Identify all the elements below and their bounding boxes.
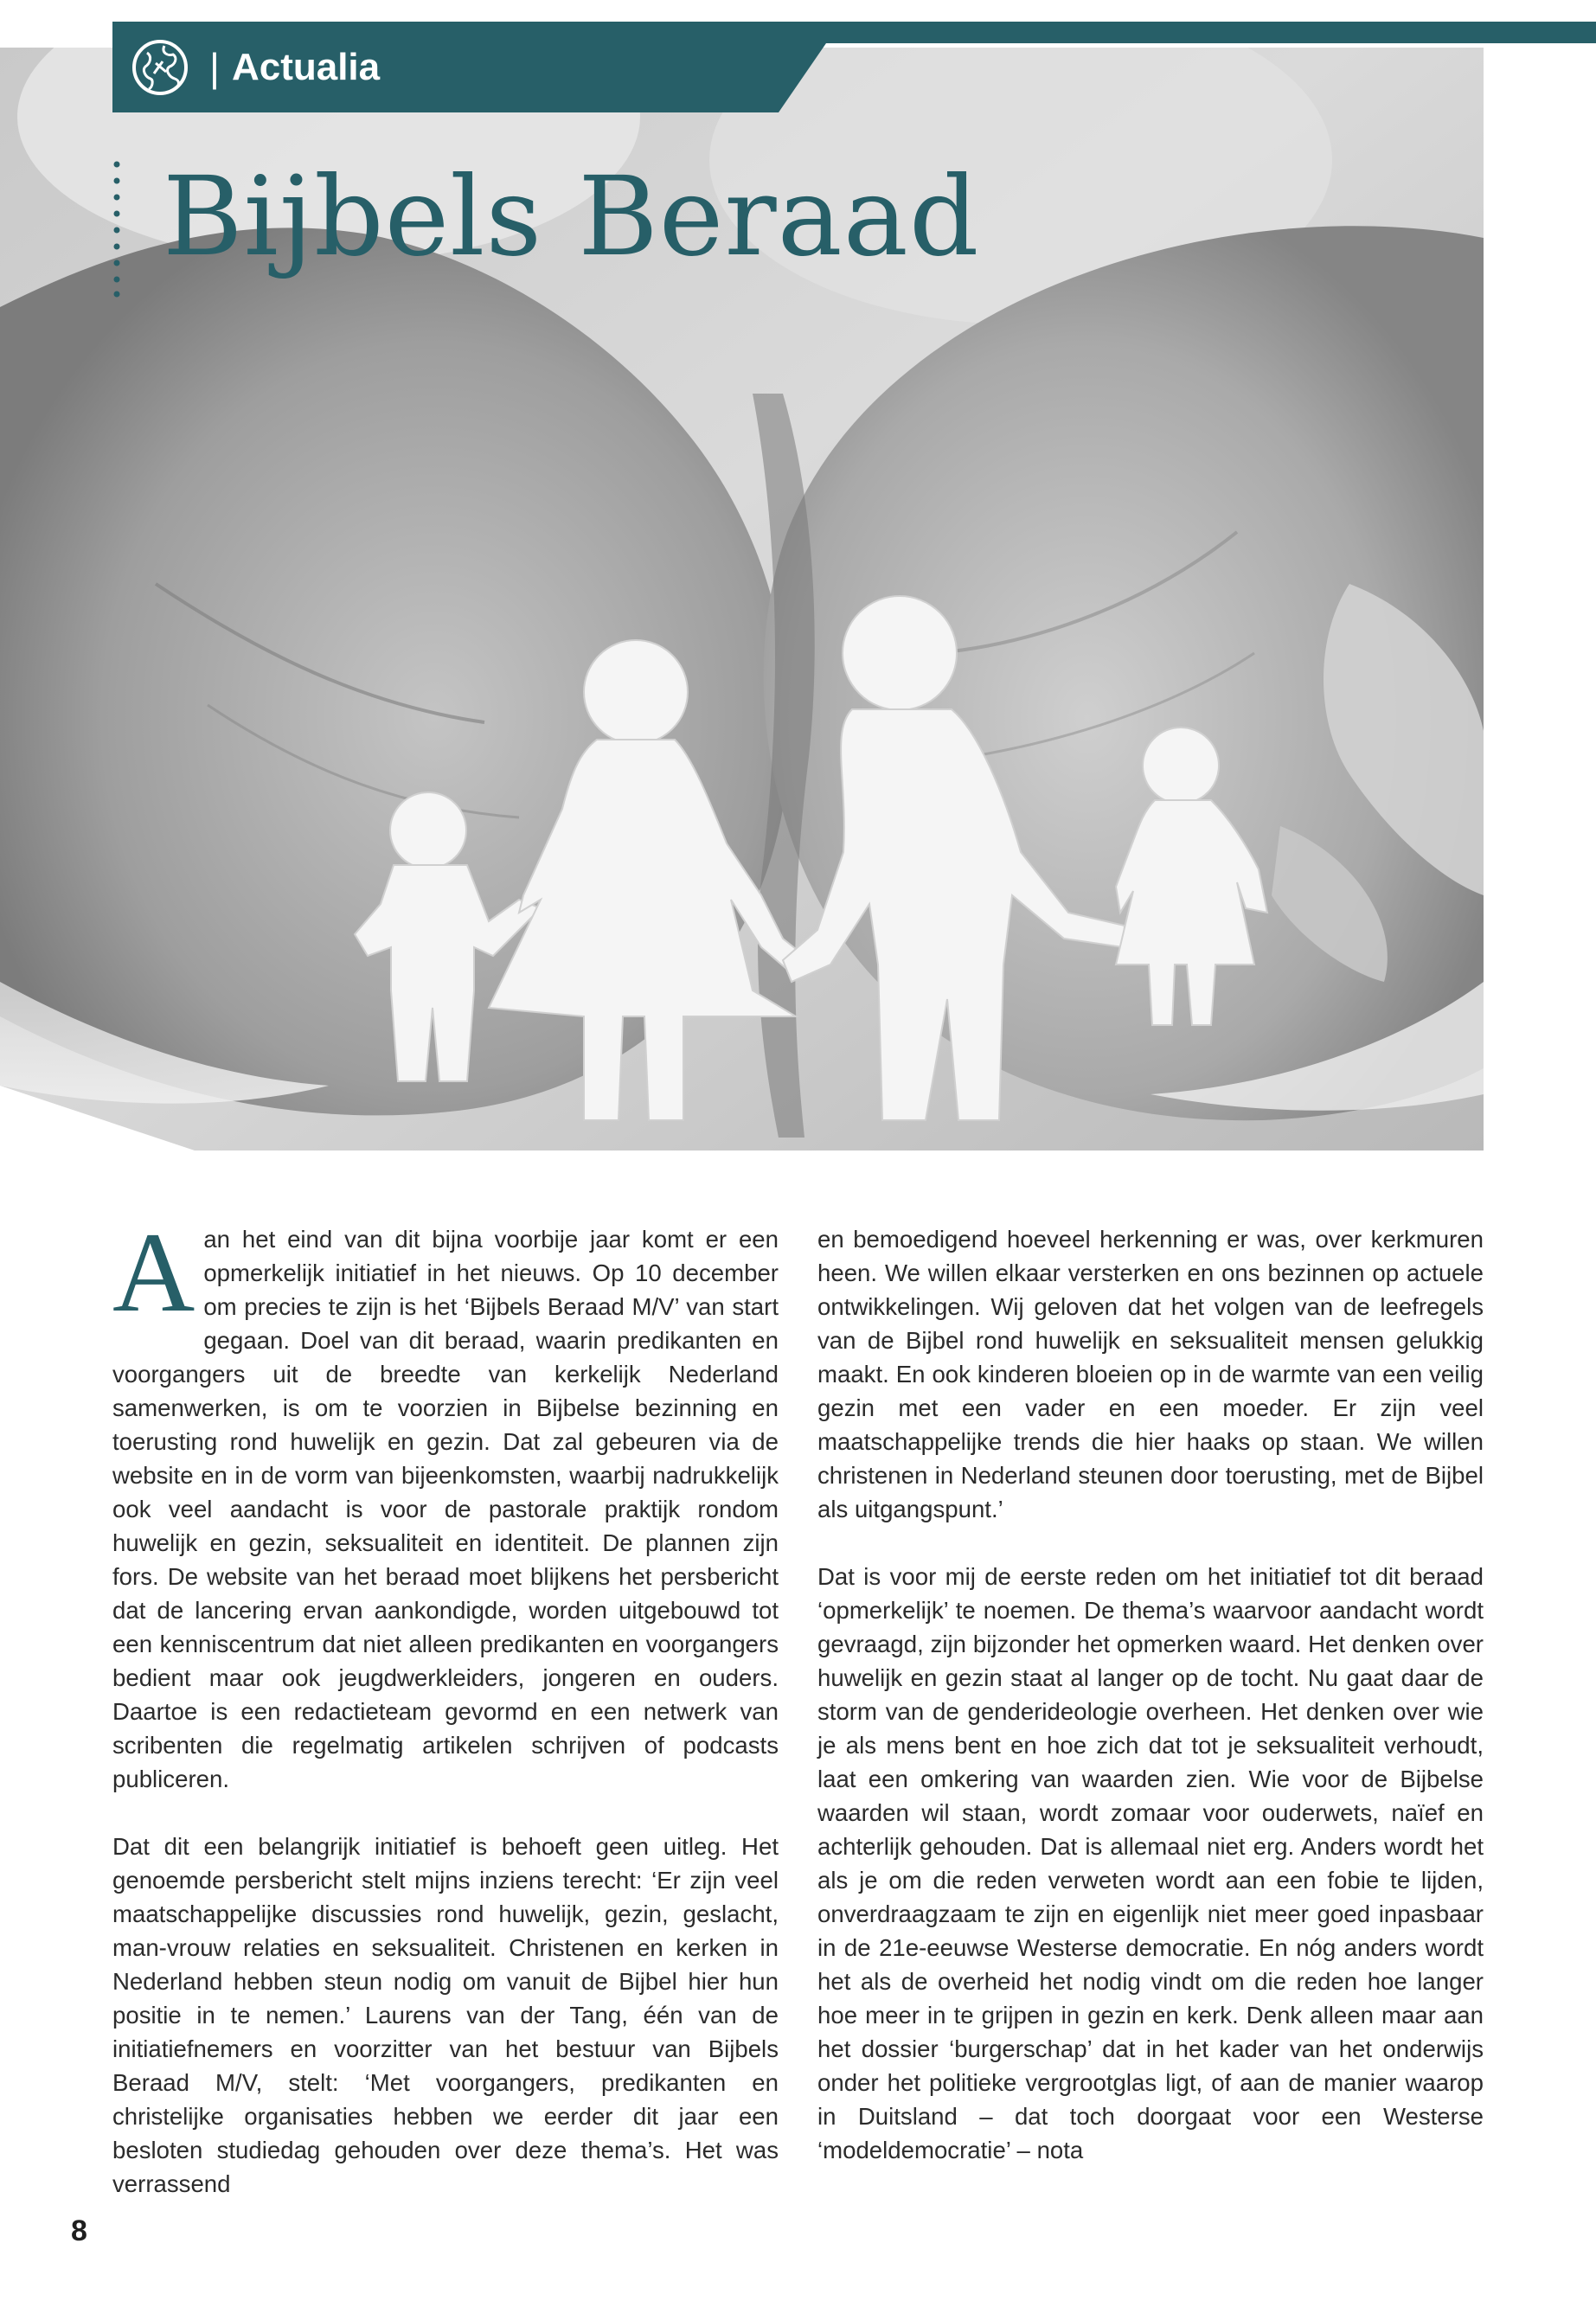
- paragraph-text: an het eind van dit bijna voorbije jaar komt er een opmerkelijk initiatief in het nieuws. Op 10 december om precies te zijn is het ‘Bijbels Beraad M/V’ van start gegaan. Doel van dit beraad, waarin predikanten en voorgangers uit de breedte van kerkelijk Nederland samenwerken, is om te voorzien in Bijbelse bezinning en toerusting rond huwelijk en gezin. Dat zal gebeuren via de website en in de vorm van bijeenkomsten, waarbij nadrukkelijk ook veel aandacht is voor de pastorale praktijk rondom huwelijk en gezin, seksualiteit en identiteit. De plannen zijn fors. De website van het beraad moet blijkens het persbericht dat de lancering ervan aankondigde, worden uitgebouwd tot een kenniscentrum dat niet alleen predikanten en voorgangers bedient maar ook jeugdwerkleiders, jongeren en ouders. Daartoe is een redactieteam gevormd en een netwerk van scribenten die regelmatig artikelen schrijven of podcasts publiceren.: [112, 1226, 779, 1792]
- paragraph: en bemoedigend hoeveel herkenning er was, over kerkmuren heen. We willen elkaar versterken en ons bezinnen op actuele ontwikkelingen. Wij geloven dat het volgen van de leefregels van de Bijbel rond huwelijk en seksualiteit mensen gelukkig maakt. En ook kinderen bloeien op in de warmte van een veilig gezin met een vader en een moeder. Er zijn veel maatschappelijke trends die hier haaks op staan. We willen christenen in Nederland steunen door toerusting, met de Bijbel als uitgangspunt.’: [817, 1226, 1484, 1522]
- article-column-right: [817, 1222, 1484, 2167]
- dotted-rule: [111, 160, 123, 298]
- section-title: Actualia: [231, 46, 381, 88]
- page-number: 8: [71, 2214, 87, 2247]
- section-separator: |: [209, 45, 220, 90]
- paragraph: [112, 1208, 779, 1796]
- page-title: Bijbels Beraad: [163, 153, 980, 280]
- globe-icon: [130, 37, 190, 98]
- drop-cap: A: [112, 1208, 195, 1336]
- paragraph: Dat is voor mij de eerste reden om het initiatief tot dit beraad ‘opmerkelijk’ te noemen. De thema’s waarvoor aandacht wordt gevraagd, zijn bijzonder het opmerken waard. Het denken over huwelijk en gezin staat al langer op de tocht. Nu gaat daar de storm van de genderideologie overheen. Het denken over wie je als mens bent en hoe zich dat tot je seksualiteit verhoudt, laat een omkering van waarden zien. Wie voor de Bijbelse waarden wil staan, wordt zomaar voor ouderwets, naïef en achterlijk gehouden. Dat is allemaal niet erg. Anders wordt het als je om die reden verweten wordt aan een fobie te lijden, onverdraagzaam te zijn en eigenlijk niet meer goed inpasbaar in de 21e-eeuwse Westerse democratie. En nóg anders wordt het als de overheid het nodig vindt om die reden hoe langer hoe meer in te grijpen in gezin en kerk. Denk alleen maar aan het dossier ‘burgerschap’ dat in het kader van het onderwijs onder het politieke vergrootglas ligt, of aan de manier waarop in Duitsland – dat toch doorgaat voor een Westerse ‘modeldemocratie’ – nota: [817, 1563, 1484, 2163]
- paragraph: Dat dit een belangrijk initiatief is behoeft geen uitleg. Het genoemde persbericht stelt mijns inziens terecht: ‘Er zijn veel maatschappelijke discussies rond huwelijk, gezin, geslacht, man-vrouw relaties en seksualiteit. Christenen en kerken in Nederland hebben steun nodig om vanuit de Bijbel hier hun positie in te nemen.’ Laurens van der Tang, één van de initiatiefnemers en voorzitter van het bestuur van Bijbels Beraad M/V, stelt: ‘Met voorgangers, predikanten en christelijke organisaties hebben we eerder dit jaar een besloten studiedag gehouden over deze thema’s. Het was verrassend: [112, 1833, 779, 2197]
- article-column-left: [112, 1208, 779, 2201]
- section-header: [130, 29, 380, 106]
